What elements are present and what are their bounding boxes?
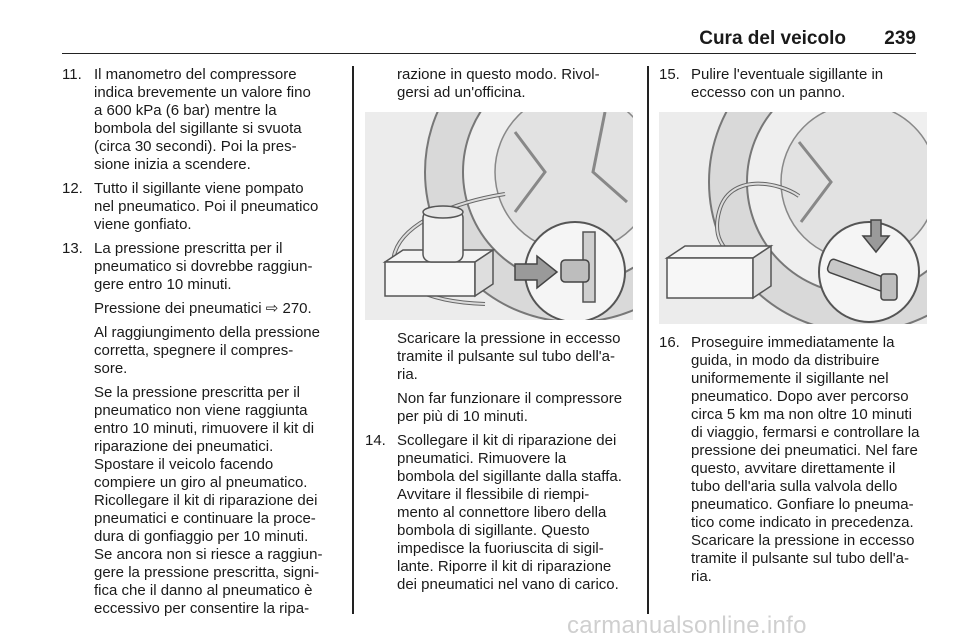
paragraph: Se la pressione prescritta per il pneumatico non viene raggiunta entro 10 minuti, rimuovere il kit di riparazione dei pneumatici. Spostare il veicolo facendo compiere un giro al pneumatico. Ricollegare il kit di riparazione dei pneumatici e continuare la proce- dura di gonfiaggio per 10 minuti. Se ancora non si riesce a raggiun- gere la pressione prescritta, signi- fica che il danno al pneumatico è eccessivo per consentire la ripa- [94,384,323,617]
paragraph: Scaricare la pressione in eccesso tramite il pulsante sul tubo dell'a- ria. [397,330,621,383]
step-number: 13. [62,240,83,257]
compressor-illustration [365,112,633,320]
figure-valve-connection [659,112,927,324]
paragraph-block [62,324,342,378]
tyre-pressure-reference[interactable] [62,300,342,318]
paragraph-continuation [365,66,633,102]
paragraph: Pressione dei pneumatici ⇨ 270. [94,300,312,317]
text-column-2 [365,66,633,594]
paragraph-block [365,330,633,384]
paragraph: Non far funzionare il compressore per più di 10 minuti. [397,390,623,425]
step-text: Il manometro del compressore indica brevemente un valore fino a 600 kPa (6 bar) mentre la bombola del sigillante si svuota (circa 30 secondi). Poi la pres- sione inizia a scendere. [94,66,311,173]
page-header [62,28,916,54]
column-divider-right [647,66,649,614]
step-text: Scollegare il kit di riparazione dei pneumatici. Rimuovere la bombola del sigillante dalla staffa. Avvitare il flessibile di riempi- mento al connettore libero della bombola di sigillante. Questo impedisce la fuoriuscita di sigil- lante. Riporre il kit di riparazione dei pneumatici nel vano di carico. [397,432,622,593]
step-text: Pulire l'eventuale sigillante in eccesso con un panno. [691,66,884,101]
figure-compressor-valve [365,112,633,320]
valve-illustration [659,112,927,324]
paragraph-block [62,384,342,618]
paragraph-block [365,390,633,426]
page-number: 239 [884,28,916,49]
step-number: 14. [365,432,386,449]
text-column-3 [659,66,927,586]
step-12 [62,180,342,234]
paragraph: razione in questo modo. Rivol- gersi ad un'officina. [397,66,600,101]
step-text: Tutto il sigillante viene pompato nel pneumatico. Poi il pneumatico viene gonfiato. [94,180,319,233]
column-divider-left [352,66,354,614]
step-number: 11. [62,66,82,83]
step-13 [62,240,342,294]
text-column-1 [62,66,342,618]
step-14 [365,432,633,594]
step-number: 12. [62,180,83,197]
step-number: 15. [659,66,680,83]
step-text: Proseguire immediatamente la guida, in modo da distribuire uniformemente il sigillante nel pneumatico. Dopo aver percorso circa 5 km ma non oltre 10 minuti di viaggio, fermarsi e controllare la pressione dei pneumatici. Nel fare questo, avvitare direttamente il tubo dell'aria sulla valvola dello pneumatico. Gonfiare lo pneuma- tico come indicato in precedenza. Scaricare la pressione in eccesso tramite il pulsante sul tubo dell'a- ria. [691,334,920,585]
step-text: La pressione prescritta per il pneumatico si dovrebbe raggiun- gere entro 10 minuti. [94,240,313,293]
paragraph: Al raggiungimento della pressione corretta, spegnere il compres- sore. [94,324,320,377]
watermark: carmanualsonline.info [567,612,807,639]
section-title: Cura del veicolo [699,28,846,49]
step-15 [659,66,927,102]
step-number: 16. [659,334,680,351]
step-16 [659,334,927,586]
step-11 [62,66,342,174]
